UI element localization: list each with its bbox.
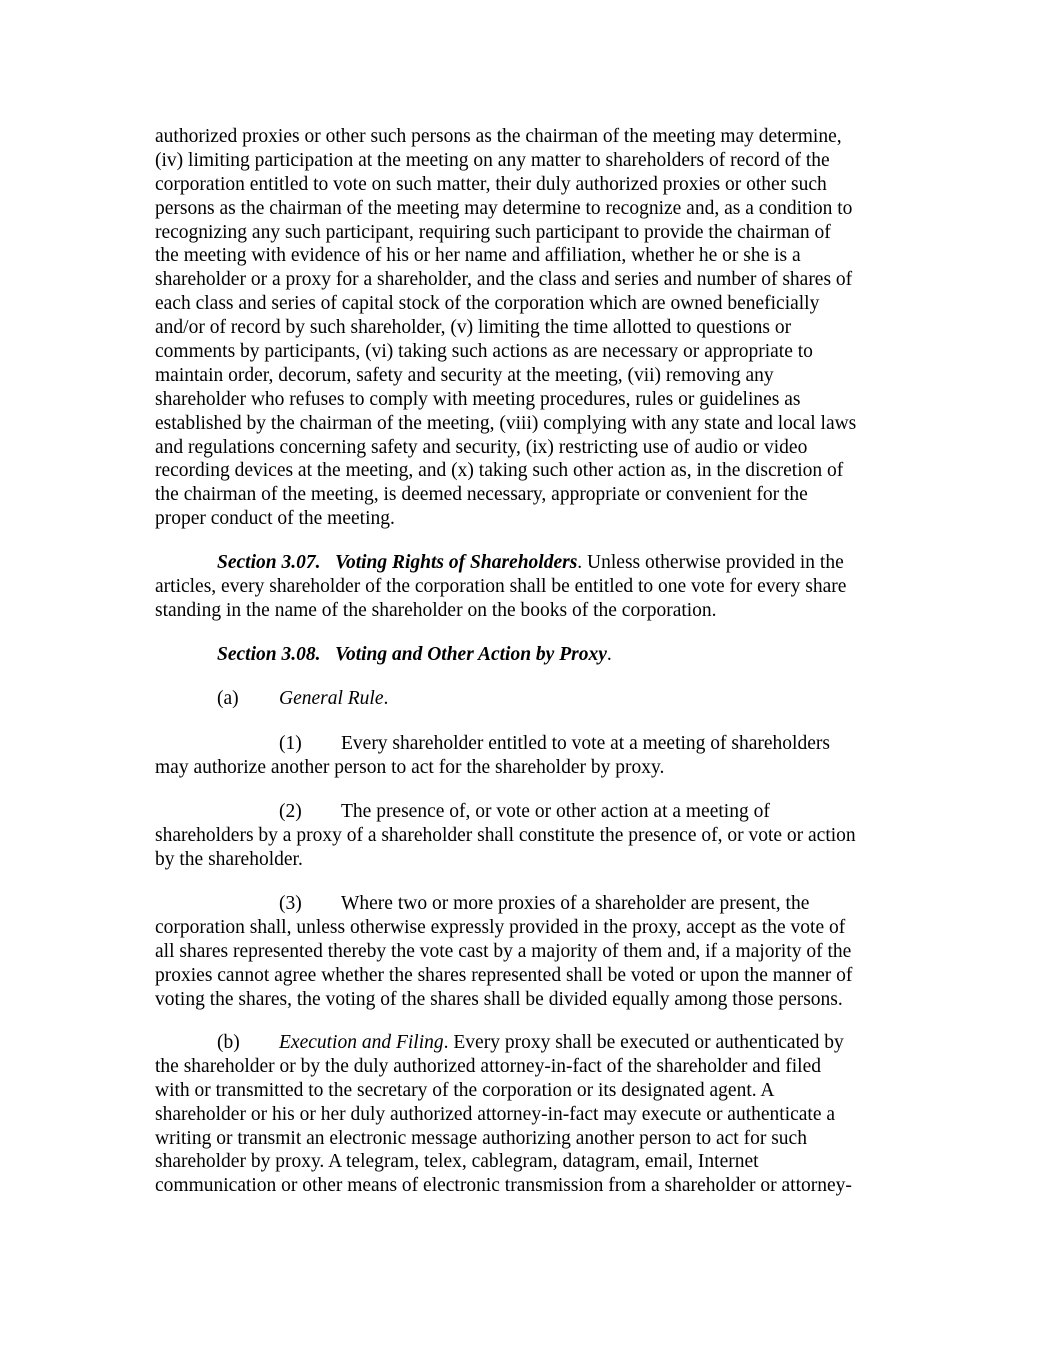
text-line: with or transmitted to the secretary of the corporation or its designated agent. A xyxy=(155,1079,775,1101)
text-line: and/or of record by such shareholder, (v) limiting the time allotted to questions or xyxy=(155,317,792,339)
text-fragment: . xyxy=(606,644,612,665)
item-first-line xyxy=(155,732,907,756)
text-line: corporation entitled to vote on such matter, their duly authorized proxies or other such xyxy=(155,173,827,195)
text-line: articles, every shareholder of the corporation shall be entitled to one vote for every share xyxy=(155,575,847,597)
subsection-a xyxy=(155,687,907,711)
subsection-heading: Execution and Filing xyxy=(279,1032,444,1053)
text-line: recording devices at the meeting, and (x) taking such other action as, in the discretion of xyxy=(155,460,844,482)
item-first-line xyxy=(155,892,907,916)
section-3-08 xyxy=(155,643,907,667)
section-3-07 xyxy=(155,551,907,623)
section-number: Section 3.07. xyxy=(217,552,321,573)
text-fragment: The presence of, or vote or other action at a meeting of xyxy=(341,801,770,822)
subsection-heading: General Rule xyxy=(279,688,384,709)
text-line: standing in the name of the shareholder on the books of the corporation. xyxy=(155,599,717,621)
text-line: all shares represented thereby the vote cast by a majority of them and, if a majority of the xyxy=(155,940,852,962)
section-title: Voting and Other Action by Proxy xyxy=(335,644,607,665)
section-heading-line xyxy=(155,551,907,575)
text-line: each class and series of capital stock of the corporation which are owned beneficially xyxy=(155,293,820,315)
text-line: maintain order, decorum, safety and security at the meeting, (vii) removing any xyxy=(155,364,774,386)
text-line: writing or transmit an electronic message authorizing another person to act for such xyxy=(155,1127,807,1149)
text-line: the chairman of the meeting, is deemed necessary, appropriate or convenient for the xyxy=(155,484,808,506)
item-1 xyxy=(155,732,907,780)
text-fragment: . Unless otherwise provided in the xyxy=(577,552,844,573)
text-line: persons as the chairman of the meeting may determine to recognize and, as a condition to xyxy=(155,197,853,219)
text-line: shareholder or a proxy for a shareholder, and the class and series and number of shares of xyxy=(155,269,853,291)
text-line: the shareholder or by the duly authorized attorney-in-fact of the shareholder and filed xyxy=(155,1055,821,1077)
item-marker: (3) xyxy=(279,893,302,914)
item-marker: (1) xyxy=(279,733,302,754)
item-3 xyxy=(155,892,907,1011)
text-line: established by the chairman of the meeting, (viii) complying with any state and local laws xyxy=(155,412,857,434)
text-fragment: . Every proxy shall be executed or authenticated by xyxy=(443,1032,844,1053)
text-line: communication or other means of electronic transmission from a shareholder or attorney- xyxy=(155,1175,852,1197)
text-line: shareholder who refuses to comply with meeting procedures, rules or guidelines as xyxy=(155,388,801,410)
section-heading-line xyxy=(155,643,907,667)
text-line: by the shareholder. xyxy=(155,848,303,870)
section-number: Section 3.08. xyxy=(217,644,321,665)
item-first-line xyxy=(155,800,907,824)
item-2 xyxy=(155,800,907,872)
item-marker: (2) xyxy=(279,801,302,822)
text-line: voting the shares, the voting of the shares shall be divided equally among those persons. xyxy=(155,988,843,1010)
text-line: and regulations concerning safety and security, (ix) restricting use of audio or video xyxy=(155,436,808,458)
text-fragment: Where two or more proxies of a shareholder are present, the xyxy=(341,893,810,914)
text-line: recognizing any such participant, requiring such participant to provide the chairman of xyxy=(155,221,831,243)
text-line: proxies cannot agree whether the shares represented shall be voted or upon the manner of xyxy=(155,964,853,986)
text-line: shareholder or his or her duly authorized attorney-in-fact may execute or authenticate a xyxy=(155,1103,836,1125)
text-line: proper conduct of the meeting. xyxy=(155,508,395,530)
text-line: corporation shall, unless otherwise expressly provided in the proxy, accept as the vote of xyxy=(155,916,846,938)
text-line: the meeting with evidence of his or her name and affiliation, whether he or she is a xyxy=(155,245,801,267)
subsection-heading-line xyxy=(155,1031,907,1055)
text-line: comments by participants, (vi) taking such actions as are necessary or appropriate to xyxy=(155,341,813,363)
text-fragment: Every shareholder entitled to vote at a meeting of shareholders xyxy=(341,733,830,754)
subsection-b xyxy=(155,1031,907,1198)
section-title: Voting Rights of Shareholders xyxy=(335,552,578,573)
text-line: shareholders by a proxy of a shareholder shall constitute the presence of, or vote or action xyxy=(155,824,856,846)
text-line: may authorize another person to act for the shareholder by proxy. xyxy=(155,756,665,778)
subsection-marker: (b) xyxy=(217,1032,240,1053)
text-line: authorized proxies or other such persons as the chairman of the meeting may determine, xyxy=(155,126,842,147)
text-line: (iv) limiting participation at the meeting on any matter to shareholders of record of the xyxy=(155,149,830,171)
paragraph-continuation xyxy=(155,125,907,531)
text-fragment: . xyxy=(383,688,389,709)
text-line: shareholder by proxy. A telegram, telex, cablegram, datagram, email, Internet xyxy=(155,1151,759,1173)
subsection-marker: (a) xyxy=(217,688,239,709)
subsection-heading-line xyxy=(155,687,907,711)
